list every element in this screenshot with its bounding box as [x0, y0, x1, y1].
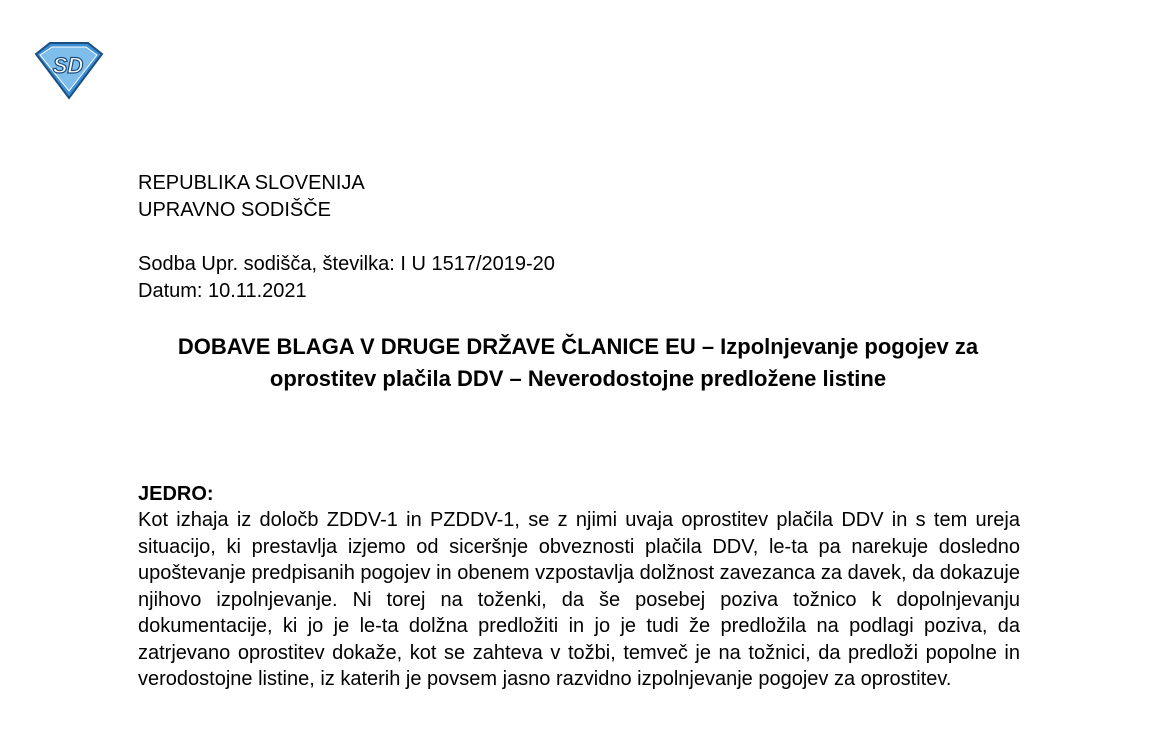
document-title: DOBAVE BLAGA V DRUGE DRŽAVE ČLANICE EU – Izpolnjevanje pogojev za oprostitev plačila DDV – Neverodostojne predložene listine: [177, 334, 979, 391]
court-shield-logo-icon: [30, 40, 106, 100]
logo-text: SD: [52, 53, 84, 78]
judgment-number: Sodba Upr. sodišča, številka: I U 1517/2019-20: [138, 253, 555, 275]
case-info: [138, 251, 555, 305]
core-heading: JEDRO:: [138, 483, 214, 505]
judgment-date: Datum: 10.11.2021: [138, 280, 307, 302]
court-header: [138, 170, 365, 224]
core-text: Kot izhaja iz določb ZDDV-1 in PZDDV-1, se z njimi uvaja oprostitev plačila DDV in s tem ureja situacijo, ki prestavlja izjemo od siceršnje obveznosti plačila DDV, le-ta pa narekuje dosledno upoštevanje predpisanih pogojev in obenem vzpostavlja dolžnost zavezanca za davek, da dokazuje njihovo izpolnjevanje. Ni torej na toženki, da še posebej poziva tožnico k dopolnjevanju dokumentacije, ki jo je le-ta dolžna predložiti in jo je tudi že predložila na podlagi poziva, da zatrjevano oprostitev dokaže, kot se zahteva v tožbi, temveč je na tožnici, da predloži popolne in verodostojne listine, iz katerih je povsem jasno razvidno izpolnjevanje pogojev za oprostitev.: [138, 509, 1020, 690]
republic-name: REPUBLIKA SLOVENIJA: [138, 172, 365, 194]
court-name: UPRAVNO SODIŠČE: [138, 199, 331, 221]
